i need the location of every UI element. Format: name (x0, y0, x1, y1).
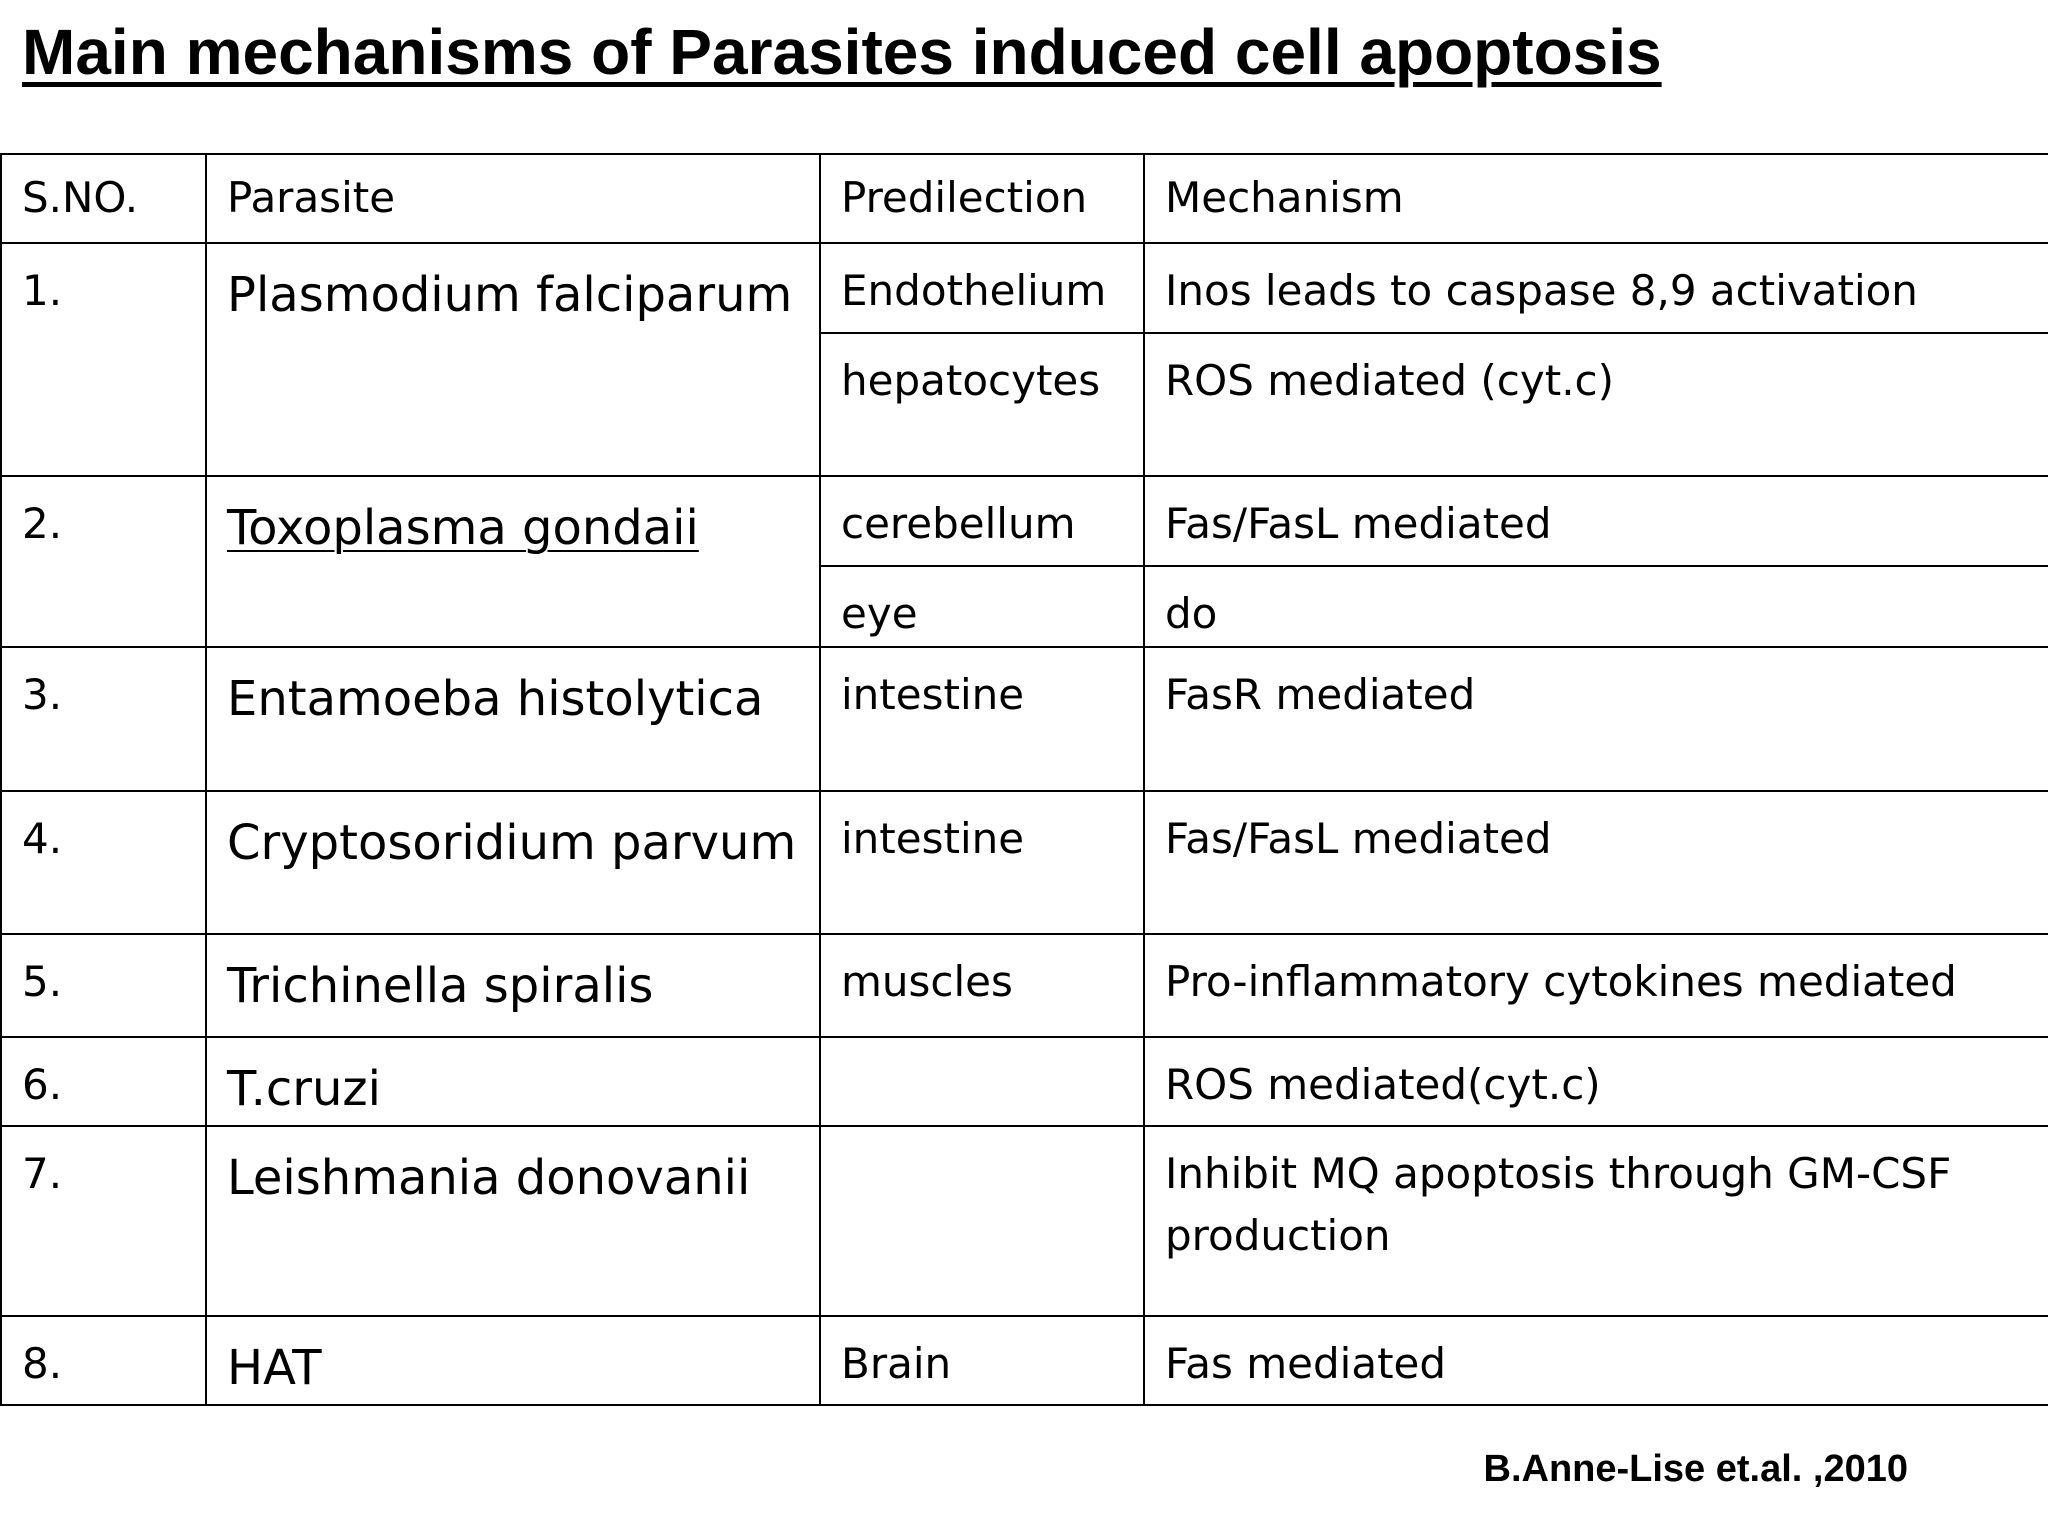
table-row (1, 476, 2048, 566)
predilection-cell: hepatocytes (820, 333, 1144, 476)
header-predilection: Predilection (820, 154, 1144, 243)
mechanism-cell: ROS mediated(cyt.c) (1144, 1037, 2048, 1126)
parasite-cell (206, 476, 820, 647)
sno-cell: 6. (1, 1037, 206, 1126)
header-sno: S.NO. (1, 154, 206, 243)
predilection-cell: intestine (820, 791, 1144, 934)
table-row (1, 1126, 2048, 1316)
mechanism-cell: Fas/FasL mediated (1144, 791, 2048, 934)
sno-cell: 8. (1, 1316, 206, 1405)
parasite-cell: Leishmania donovanii (206, 1126, 820, 1316)
mechanism-cell: FasR mediated (1144, 647, 2048, 791)
predilection-cell: Endothelium (820, 243, 1144, 333)
predilection-cell: muscles (820, 934, 1144, 1037)
parasite-cell: Entamoeba histolytica (206, 647, 820, 791)
predilection-cell (820, 1126, 1144, 1316)
parasite-name-underlined: Toxoplasma gondaii (227, 500, 699, 556)
sno-cell: 7. (1, 1126, 206, 1316)
sno-cell: 2. (1, 476, 206, 647)
page-title: Main mechanisms of Parasites induced cell apoptosis (22, 16, 1662, 88)
citation: B.Anne-Lise et.al. ,2010 (1483, 1448, 1908, 1490)
predilection-cell: Brain (820, 1316, 1144, 1405)
mechanism-cell: Fas mediated (1144, 1316, 2048, 1405)
mechanism-cell: Fas/FasL mediated (1144, 476, 2048, 566)
parasite-cell: Trichinella spiralis (206, 934, 820, 1037)
predilection-cell: cerebellum (820, 476, 1144, 566)
table-row (1, 934, 2048, 1037)
header-mechanism: Mechanism (1144, 154, 2048, 243)
parasite-cell: Cryptosoridium parvum (206, 791, 820, 934)
parasite-apoptosis-table (0, 153, 2048, 1406)
predilection-cell: intestine (820, 647, 1144, 791)
predilection-cell (820, 1037, 1144, 1126)
table-row (1, 647, 2048, 791)
table-row (1, 791, 2048, 934)
mechanism-cell: ROS mediated (cyt.c) (1144, 333, 2048, 476)
parasite-cell: HAT (206, 1316, 820, 1405)
mechanism-cell: Pro-inflammatory cytokines mediated (1144, 934, 2048, 1037)
sno-cell: 4. (1, 791, 206, 934)
parasite-cell: T.cruzi (206, 1037, 820, 1126)
parasite-cell: Plasmodium falciparum (206, 243, 820, 476)
mechanism-cell: do (1144, 566, 2048, 647)
sno-cell: 1. (1, 243, 206, 476)
sno-cell: 5. (1, 934, 206, 1037)
table-row (1, 1037, 2048, 1126)
table-header-row (1, 154, 2048, 243)
predilection-cell: eye (820, 566, 1144, 647)
table-row (1, 1316, 2048, 1405)
mechanism-cell: Inos leads to caspase 8,9 activation (1144, 243, 2048, 333)
sno-cell: 3. (1, 647, 206, 791)
table-row (1, 243, 2048, 333)
mechanism-cell: Inhibit MQ apoptosis through GM-CSF production (1144, 1126, 2048, 1316)
header-parasite: Parasite (206, 154, 820, 243)
